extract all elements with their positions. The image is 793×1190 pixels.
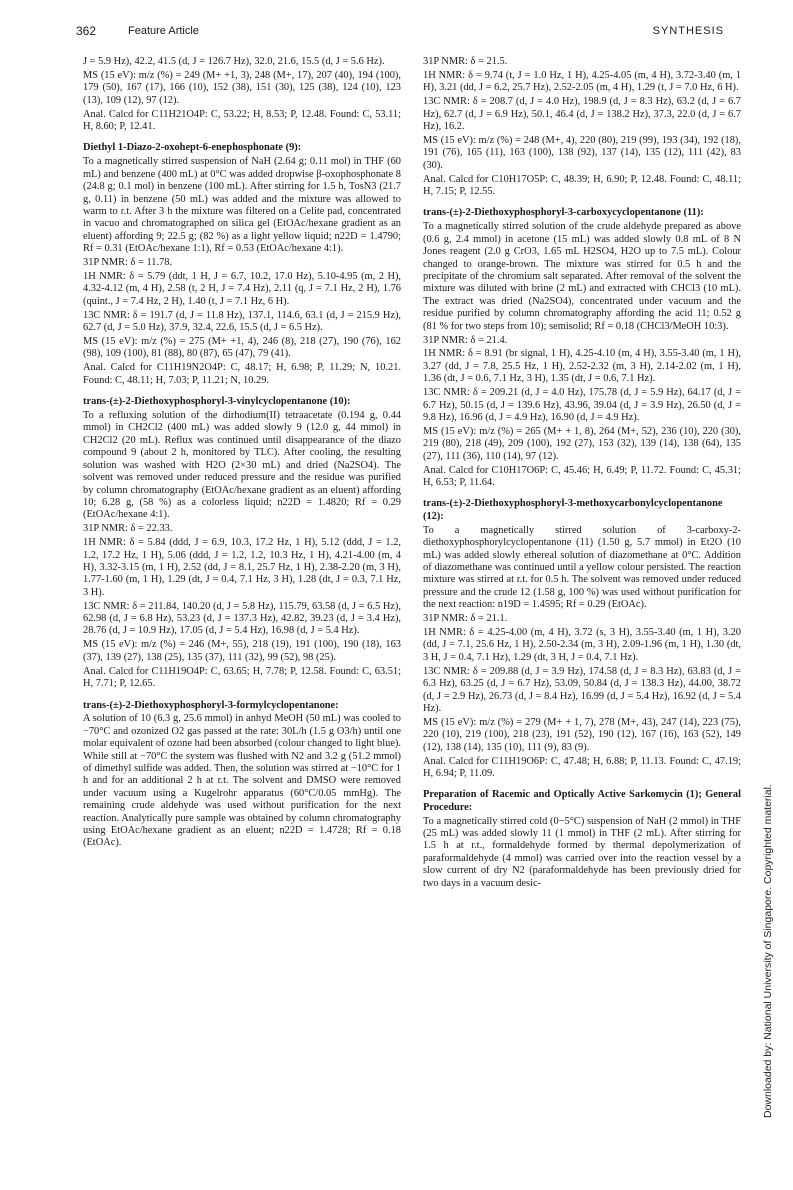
paragraph: 31P NMR: δ = 21.5. (423, 56, 508, 67)
paragraph: To a magnetically stirred solution of the crude aldehyde prepared as above (0.6 g, 2.4 mmol) in acetone (15 mL) was added slowly 0.8 mL of 8 N Jones reagent (2.0 g CrO3, 1.65 mL H2SO4, H2O up to 7.5 mL). Colour changed to orange-brown. The mixture was stirred for 0.5 h and the precipitate of the chromium salt separated. After removal of the solvent the mixture was diluted with brine (2 mL) and extracted with CHCl3 (10 mL). The extract was dried (Na2SO4), concentrated under vacuum and the residue purified by column chromatography affording the acid 11; 0.52 g (81 % for two steps from 10); semisolid; Rf = 0.18 (CHCl3/MeOH 10:3). (423, 221, 741, 332)
paragraph: 13C NMR: δ = 208.7 (d, J = 4.0 Hz), 198.9 (d, J = 8.3 Hz), 63.2 (d, J = 6.7 Hz), 62.7 (d, J = 6.9 Hz), 50.1, 46.4 (d, J = 138.2 Hz), 37.3, 22.0 (d, J = 6.7 Hz), 16.2. (423, 96, 741, 133)
paragraph: To a magnetically stirred cold (0−5°C) suspension of NaH (2 mmol) in THF (25 mL) was added slowly 11 (1 mmol) in THF (2 mL). After stirring for 1.5 h at r.t., formaldehyde formed by thermal depolymerization of paraformaldehyde (4 mmol) was carried over into the reaction vessel by a slow current of dry N2 (paraformaldehyde has been previously dried for two days in a vacuum desic- (423, 815, 741, 889)
paragraph: To a refluxing solution of the dirhodium(II) tetraacetate (0.194 g, 0.44 mmol) in CH2Cl2 (400 mL) was added slowly 9 (12.0 g, 44 mmol) in CH2Cl2 (20 mL). Reflux was continued until disappearance of the diazo compound 9 (about 2 h, monitored by TLC). After cooling, the resulting solution was washed with H2O (2×30 mL) and dried (Na2SO4). The solvent was removed under reduced pressure and the residue was purified by column chromatography (EtOAc/hexane gradient as an eluent) affording 10; 6.28 g, (58 %) as a colorless liquid; n22D = 1.4820; Rf = 0.29 (EtOAc/hexane 4:1). (83, 410, 401, 521)
paragraph: A solution of 10 (6.3 g, 25.6 mmol) in anhyd MeOH (50 mL) was cooled to −70°C and ozonized O2 gas passed at the rate: 30L/h (1.5 g O3/h) until one molar equivalent of ozone had been absorbed (colour changed to light blue). While still at −70°C the system was flushed with N2 and 3.2 g (51.2 mmol) of dimethyl sulfide was added. Then, the solution was stirred at −10°C for 1 h and for an additional 2 h at r.t. The solvent and DMSO were removed under vacuum using a Kugelrohr apparatus (60°C/0.05 mmHg). The remaining crude aldehyde was used without purification for the next reaction. Analytically pure sample was obtained by column chromatography using EtOAc/hexane gradient as an eluent; n22D = 1.4728; Rf = 0.18 (EtOAc). (83, 713, 401, 849)
paragraph: Anal. Calcd for C10H17O6P: C, 45.46; H, 6.49; P, 11.72. Found: C, 45.31; H, 6.53; P, 11.64. (423, 464, 741, 488)
paragraph: To a magnetically stirred suspension of NaH (2.64 g; 0.11 mol) in THF (60 mL) and benzene (400 mL) at 0°C was added dropwise β-oxophosphonate 8 (24.8 g; 0.1 mol) in benzene (100 mL). After stirring for 1.5 h, TosN3 (21.7 g, 0.11) in benzene (50 mL) was added and the mixture was allowed to warm to r.t. After 3 h the mixture was filtered on a Celite pad, concentrated in vacuo and chromatographed on silica gel (EtOAc/hexane gradient as an eluent) affording 9; 22.5 g; (82 %) as a light yellow liquid; n22D = 1.4790; Rf = 0.31 (EtOAc/hexane 1:1), Rf = 0.53 (EtOAc/hexane 4:1). (83, 156, 401, 255)
watermark-text: Downloaded by: National University of Singapore. Copyrighted material. (762, 784, 774, 1118)
section-label: Feature Article (128, 25, 199, 37)
paragraph: Anal. Calcd for C11H19O6P: C, 47.48; H, 6.88; P, 11.13. Found: C, 47.19; H, 6.94; P, 11.09. (423, 755, 741, 779)
paragraph: 13C NMR: δ = 209.88 (d, J = 3.9 Hz), 174.58 (d, J = 8.3 Hz), 63.83 (d, J = 6.3 Hz), 63.25 (d, J = 6.7 Hz), 53.09, 50.84 (d, J = 138.3 Hz), 44.00, 38.72 (d, J = 2.9 Hz), 26.73 (d, J = 8.4 Hz), 16.99 (d, J = 5.4 Hz), 16.92 (d, J = 5.4 Hz). (423, 665, 741, 714)
paragraph: 1H NMR: δ = 8.91 (br signal, 1 H), 4.25-4.10 (m, 4 H), 3.55-3.40 (m, 1 H), 3.27 (dd, J = 7.8, 25.5 Hz, 1 H), 2.52-2.32 (m, 3 H), 2.14-2.02 (m, 1 H), 1.36 (dt, J = 0.6, 7.1 Hz, 3 H), 1.35 (dt, J = 0.6, 7.1 Hz). (423, 348, 741, 385)
section-heading: trans-(±)-2-Diethoxyphosphoryl-3-carboxycyclopentanone (11): (423, 207, 704, 219)
paragraph: Anal. Calcd for C11H19O4P: C, 63.65; H, 7.78; P, 12.58. Found: C, 63.51; H, 7.71; P, 12.65. (83, 665, 401, 690)
section-heading: trans-(±)-2-Diethoxyphosphoryl-3-formylcyclopentanone: (83, 699, 339, 711)
paragraph: MS (15 eV): m/z (%) = 279 (M+ + 1, 7), 278 (M+, 43), 247 (14), 223 (75), 220 (10), 219 (100), 218 (23), 191 (52), 190 (12), 167 (16), 163 (52), 149 (12), 138 (14), 135 (10), 111 (9), 83 (9). (423, 716, 741, 753)
paragraph: J = 5.9 Hz), 42.2, 41.5 (d, J = 126.7 Hz), 32.0, 21.6, 15.5 (d, J = 5.6 Hz). (83, 56, 385, 67)
paragraph: 13C NMR: δ = 209.21 (d, J = 4.0 Hz), 175.78 (d, J = 5.9 Hz), 64.17 (d, J = 6.7 Hz), 50.15 (d, J = 139.6 Hz), 43.96, 39.04 (d, J = 3.9 Hz), 26.50 (d, J = 9.8 Hz), 16.96 (d, J = 4.9 Hz), 16.90 (d, J = 4.9 Hz). (423, 387, 741, 423)
section-heading: trans-(±)-2-Diethoxyphosphoryl-3-methoxycarbonylcyclopentanone (12): (423, 498, 723, 522)
journal-name: SYNTHESIS (652, 25, 724, 37)
paragraph: MS (15 eV): m/z (%) = 265 (M+ + 1, 8), 264 (M+, 52), 236 (10), 220 (30), 219 (80), 218 (49), 209 (100), 192 (27), 153 (32), 139 (14), 138 (64), 135 (27), 111 (36), 110 (14), 97 (12). (423, 425, 741, 462)
paragraph: 1H NMR: δ = 5.79 (ddt, 1 H, J = 6.7, 10.2, 17.0 Hz), 5.10-4.95 (m, 2 H), 4.32-4.12 (m, 4 H), 2.58 (t, 2 H, J = 7.4 Hz), 2.11 (q, J = 7.1 Hz, 2 H), 1.76 (quint., J = 7.4 Hz, 2 H), 1.40 (t, J = 7.1 Hz, 6 H). (83, 271, 401, 307)
paragraph: Anal. Calcd for C10H17O5P: C, 48.39; H, 6.90; P, 12.48. Found: C, 48.11; H, 7.15; P, 12.55. (423, 173, 741, 198)
paragraph: MS (15 eV): m/z (%) = 246 (M+, 55), 218 (19), 191 (100), 190 (18), 163 (37), 139 (27), 138 (25), 135 (37), 111 (32), 99 (52), 98 (25). (83, 639, 401, 663)
paragraph: To a magnetically stirred solution of 3-carboxy-2-diethoxyphosphorylcyclopentanone (11) (1.50 g, 5.7 mmol) in Et2O (10 mL) was added slowly ethereal solution of diazomethane at 0°C. Addition of diazomethane was continued until a yellow colour persisted. The reaction mixture was stirred at r.t. for 0.5 h. The solvent was removed under reduced pressure and the crude 12 (1.58 g, 100 %) was used without purification for the next reaction: n19D = 1.4595; Rf = 0.29 (EtOAc). (423, 524, 741, 611)
paragraph: MS (15 eV): m/z (%) = 248 (M+, 4), 220 (80), 219 (99), 193 (34), 192 (18), 191 (76), 165 (11), 163 (100), 138 (92), 137 (14), 135 (12), 111 (42), 83 (30). (423, 134, 741, 171)
paragraph: 31P NMR: δ = 21.4. (423, 334, 508, 346)
right-column (423, 56, 741, 890)
running-header (76, 24, 724, 44)
paragraph: Anal. Calcd for C11H21O4P: C, 53.22; H, 8.53; P, 12.48. Found: C, 53.11; H, 8.60; P, 12.41. (83, 108, 401, 133)
section-heading: Preparation of Racemic and Optically Active Sarkomycin (1); General Procedure: (423, 789, 741, 813)
paragraph: MS (15 eV): m/z (%) = 275 (M+ +1, 4), 246 (8), 218 (27), 190 (76), 162 (98), 109 (100), 81 (88), 80 (87), 65 (47), 79 (41). (83, 336, 401, 360)
paragraph: 31P NMR: δ = 21.1. (423, 613, 508, 625)
section-heading: trans-(±)-2-Diethoxyphosphoryl-3-vinylcyclopentanone (10): (83, 396, 351, 408)
left-column (83, 56, 401, 850)
download-watermark (762, 784, 792, 1190)
paragraph: 13C NMR: δ = 211.84, 140.20 (d, J = 5.8 Hz), 115.79, 63.58 (d, J = 6.5 Hz), 62.98 (d, J = 6.8 Hz), 53.23 (d, J = 137.3 Hz), 42.82, 39.23 (d, J = 3.4 Hz), 28.76 (d, J = 10.9 Hz), 17.05 (d, J = 5.4 Hz), 16.98 (d, J = 5.4 Hz). (83, 600, 401, 637)
paragraph: 13C NMR: δ = 191.7 (d, J = 11.8 Hz), 137.1, 114.6, 63.1 (d, J = 215.9 Hz), 62.7 (d, J = 5.0 Hz), 37.9, 32.4, 22.6, 15.5 (d, J = 6.5 Hz). (83, 309, 401, 334)
paragraph: 1H NMR: δ = 4.25-4.00 (m, 4 H), 3.72 (s, 3 H), 3.55-3.40 (m, 1 H), 3.20 (dd, J = 7.1, 25.6 Hz, 1 H), 2.50-2.34 (m, 3 H), 2.09-1.96 (m, 1 H), 1.30 (dt, 3 H, J = 0.4, 7.1 Hz), 1.29 (dt, 3 H, J = 0.4, 7.1 Hz). (423, 626, 741, 663)
paragraph: Anal. Calcd for C11H19N2O4P: C, 48.17; H, 6.98; P, 11.29; N, 10.21. Found: C, 48.11; H, 7.03; P, 11.21; N, 10.29. (83, 362, 401, 386)
section-heading: Diethyl 1-Diazo-2-oxohept-6-enephosphonate (9): (83, 142, 302, 154)
page-number: 362 (76, 24, 97, 38)
paragraph: 31P NMR: δ = 11.78. (83, 257, 173, 269)
paragraph: 1H NMR: δ = 5.84 (ddd, J = 6.9, 10.3, 17.2 Hz, 1 H), 5.12 (ddd, J = 1.2, 1.2, 17.2 Hz, 1 H), 5.06 (ddd, J = 1.2, 1.2, 10.3 Hz, 1 H), 4.21-4.00 (m, 4 H), 3.32-3.15 (m, 1 H), 2.52 (dd, J = 8.1, 25.7 Hz, 1 H), 2.38-2.20 (m, 3 H), 1.77-1.60 (m, 1 H), 1.29 (dt, J = 0.4, 7.1 Hz, 3 H), 1.28 (dt, J = 0.3, 7.1 Hz, 3 H). (83, 537, 401, 598)
paragraph: MS (15 eV): m/z (%) = 249 (M+ +1, 3), 248 (M+, 17), 207 (40), 194 (100), 179 (50), 167 (17), 166 (10), 152 (38), 151 (30), 125 (38), 124 (10), 123 (13), 109 (12), 97 (12). (83, 69, 401, 106)
paragraph: 1H NMR: δ = 9.74 (t, J = 1.0 Hz, 1 H), 4.25-4.05 (m, 4 H), 3.72-3.40 (m, 1 H), 3.21 (dd, J = 6.2, 25.7 Hz), 2.52-2.05 (m, 4 H), 1.29 (t, J = 7.0 Hz, 6 H). (423, 69, 741, 94)
paragraph: 31P NMR: δ = 22.33. (83, 523, 173, 535)
